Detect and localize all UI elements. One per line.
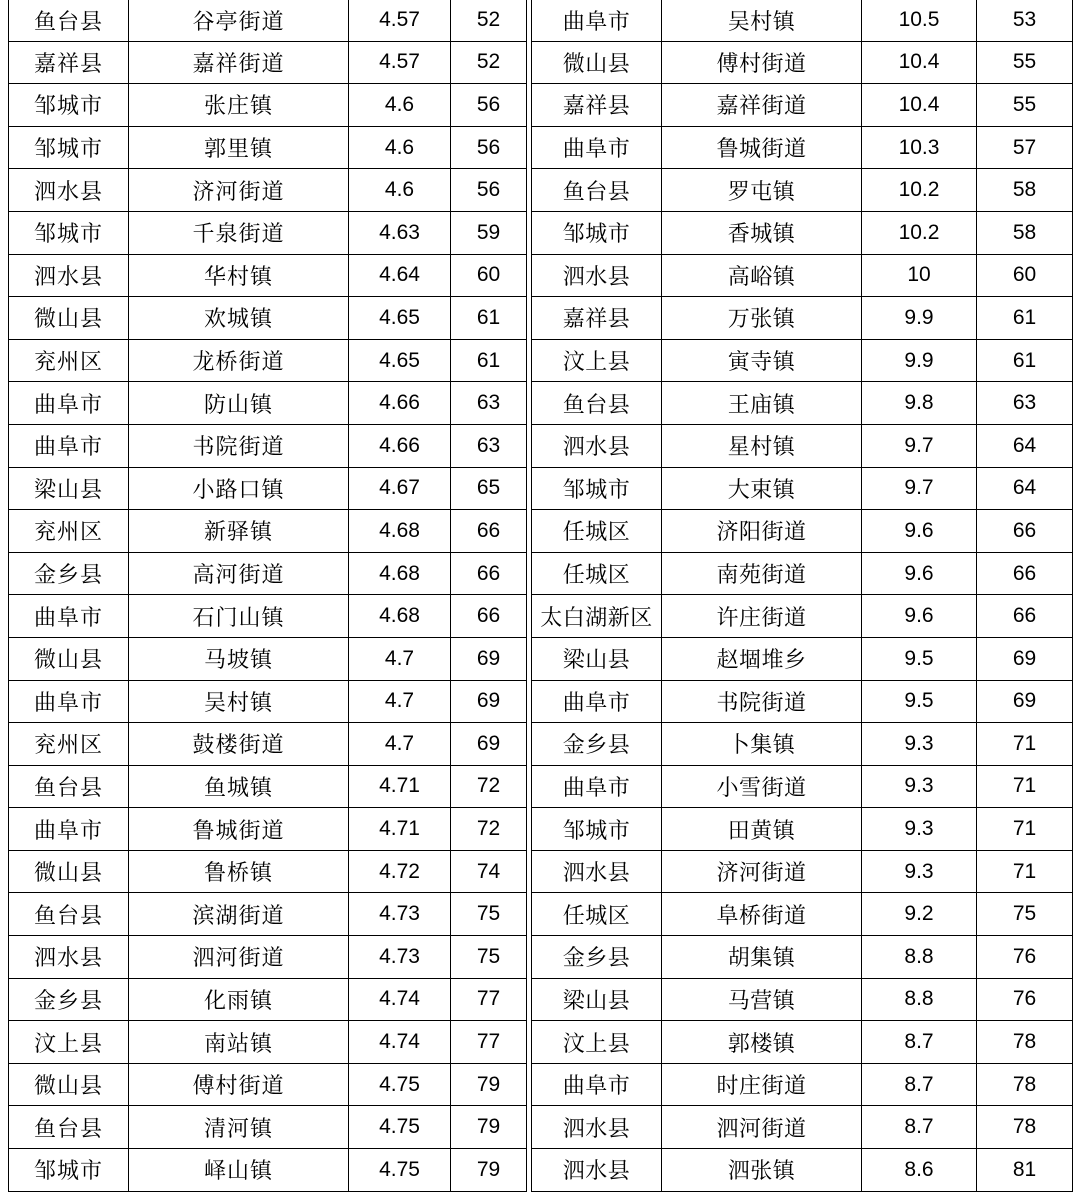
town-cell: 张庄镇 — [129, 84, 349, 127]
rank-cell: 66 — [977, 595, 1073, 638]
county-cell: 金乡县 — [532, 936, 662, 979]
table-row — [9, 424, 527, 467]
rank-cell: 79 — [451, 1106, 527, 1149]
rank-cell: 81 — [977, 1149, 1073, 1192]
county-cell: 邹城市 — [9, 1149, 129, 1192]
value-cell: 4.72 — [349, 850, 451, 893]
rank-cell: 52 — [451, 0, 527, 41]
county-cell: 曲阜市 — [9, 382, 129, 425]
rank-cell: 76 — [977, 936, 1073, 979]
table-row — [9, 765, 527, 808]
town-cell: 郭里镇 — [129, 126, 349, 169]
table-row — [9, 211, 527, 254]
table-row — [9, 723, 527, 766]
value-cell: 4.6 — [349, 84, 451, 127]
rank-cell: 66 — [977, 552, 1073, 595]
rank-cell: 78 — [977, 1021, 1073, 1064]
rank-cell: 75 — [451, 936, 527, 979]
rank-cell: 63 — [451, 382, 527, 425]
rank-cell: 52 — [451, 41, 527, 84]
table-row — [532, 467, 1073, 510]
value-cell: 9.3 — [862, 808, 977, 851]
rank-cell: 77 — [451, 1021, 527, 1064]
county-cell: 泗水县 — [532, 1149, 662, 1192]
county-cell: 太白湖新区 — [532, 595, 662, 638]
table-row — [532, 765, 1073, 808]
table-row — [9, 850, 527, 893]
county-cell: 曲阜市 — [532, 126, 662, 169]
table-row — [532, 936, 1073, 979]
county-cell: 曲阜市 — [532, 1063, 662, 1106]
county-cell: 邹城市 — [532, 211, 662, 254]
value-cell: 4.7 — [349, 723, 451, 766]
county-cell: 鱼台县 — [9, 1106, 129, 1149]
rank-cell: 79 — [451, 1149, 527, 1192]
rank-cell: 64 — [977, 424, 1073, 467]
table-row — [9, 254, 527, 297]
value-cell: 9.3 — [862, 723, 977, 766]
town-cell: 书院街道 — [662, 680, 862, 723]
county-cell: 邹城市 — [532, 467, 662, 510]
table-row — [9, 510, 527, 553]
value-cell: 10 — [862, 254, 977, 297]
town-cell: 马营镇 — [662, 978, 862, 1021]
table-row — [532, 978, 1073, 1021]
town-cell: 王庙镇 — [662, 382, 862, 425]
town-cell: 万张镇 — [662, 297, 862, 340]
county-cell: 任城区 — [532, 510, 662, 553]
rank-cell: 69 — [977, 637, 1073, 680]
town-cell: 小路口镇 — [129, 467, 349, 510]
rank-cell: 77 — [451, 978, 527, 1021]
value-cell: 9.2 — [862, 893, 977, 936]
rank-cell: 65 — [451, 467, 527, 510]
rank-cell: 76 — [977, 978, 1073, 1021]
rank-cell: 63 — [977, 382, 1073, 425]
rank-cell: 66 — [451, 595, 527, 638]
value-cell: 9.3 — [862, 850, 977, 893]
rank-cell: 78 — [977, 1063, 1073, 1106]
rank-cell: 78 — [977, 1106, 1073, 1149]
value-cell: 4.64 — [349, 254, 451, 297]
town-cell: 鼓楼街道 — [129, 723, 349, 766]
town-cell: 欢城镇 — [129, 297, 349, 340]
town-cell: 济阳街道 — [662, 510, 862, 553]
table-row — [532, 552, 1073, 595]
rank-cell: 71 — [977, 808, 1073, 851]
county-cell: 泗水县 — [532, 424, 662, 467]
county-cell: 嘉祥县 — [532, 297, 662, 340]
table-row — [532, 0, 1073, 41]
rank-cell: 74 — [451, 850, 527, 893]
town-cell: 济河街道 — [129, 169, 349, 212]
table-row — [9, 382, 527, 425]
rank-cell: 72 — [451, 765, 527, 808]
table-row — [532, 84, 1073, 127]
town-cell: 寅寺镇 — [662, 339, 862, 382]
county-cell: 鱼台县 — [532, 169, 662, 212]
county-cell: 嘉祥县 — [532, 84, 662, 127]
town-cell: 时庄街道 — [662, 1063, 862, 1106]
table-row — [9, 893, 527, 936]
town-cell: 高峪镇 — [662, 254, 862, 297]
table-row — [9, 1149, 527, 1192]
town-cell: 鱼城镇 — [129, 765, 349, 808]
value-cell: 4.74 — [349, 1021, 451, 1064]
table-row — [9, 552, 527, 595]
town-cell: 香城镇 — [662, 211, 862, 254]
value-cell: 4.68 — [349, 552, 451, 595]
value-cell: 8.7 — [862, 1063, 977, 1106]
value-cell: 10.4 — [862, 84, 977, 127]
value-cell: 9.3 — [862, 765, 977, 808]
value-cell: 9.5 — [862, 680, 977, 723]
rank-cell: 53 — [977, 0, 1073, 41]
value-cell: 4.71 — [349, 765, 451, 808]
value-cell: 4.65 — [349, 297, 451, 340]
town-cell: 吴村镇 — [129, 680, 349, 723]
value-cell: 4.74 — [349, 978, 451, 1021]
table-row — [9, 339, 527, 382]
county-cell: 微山县 — [9, 850, 129, 893]
county-cell: 泗水县 — [532, 1106, 662, 1149]
value-cell: 4.75 — [349, 1149, 451, 1192]
county-cell: 任城区 — [532, 893, 662, 936]
rank-cell: 56 — [451, 169, 527, 212]
county-cell: 曲阜市 — [532, 765, 662, 808]
value-cell: 9.8 — [862, 382, 977, 425]
table-row — [9, 978, 527, 1021]
value-cell: 4.67 — [349, 467, 451, 510]
value-cell: 4.6 — [349, 126, 451, 169]
table-row — [9, 637, 527, 680]
rank-cell: 79 — [451, 1063, 527, 1106]
rank-cell: 56 — [451, 126, 527, 169]
value-cell: 4.57 — [349, 0, 451, 41]
value-cell: 10.5 — [862, 0, 977, 41]
value-cell: 4.66 — [349, 424, 451, 467]
rank-cell: 69 — [451, 723, 527, 766]
table-row — [532, 637, 1073, 680]
county-cell: 曲阜市 — [532, 0, 662, 41]
ranking-table-right-body — [532, 0, 1073, 1191]
value-cell: 8.7 — [862, 1106, 977, 1149]
rank-cell: 55 — [977, 41, 1073, 84]
value-cell: 4.75 — [349, 1063, 451, 1106]
town-cell: 泗河街道 — [129, 936, 349, 979]
town-cell: 书院街道 — [129, 424, 349, 467]
town-cell: 泗张镇 — [662, 1149, 862, 1192]
county-cell: 泗水县 — [9, 936, 129, 979]
rank-cell: 60 — [977, 254, 1073, 297]
value-cell: 4.68 — [349, 595, 451, 638]
rank-cell: 71 — [977, 765, 1073, 808]
table-row — [532, 723, 1073, 766]
value-cell: 9.5 — [862, 637, 977, 680]
town-cell: 南苑街道 — [662, 552, 862, 595]
town-cell: 峄山镇 — [129, 1149, 349, 1192]
table-row — [532, 211, 1073, 254]
value-cell: 4.71 — [349, 808, 451, 851]
county-cell: 曲阜市 — [9, 424, 129, 467]
town-cell: 龙桥街道 — [129, 339, 349, 382]
table-row — [532, 893, 1073, 936]
rank-cell: 58 — [977, 169, 1073, 212]
town-cell: 罗屯镇 — [662, 169, 862, 212]
ranking-table-right — [531, 0, 1073, 1192]
town-cell: 新驿镇 — [129, 510, 349, 553]
table-row — [9, 467, 527, 510]
value-cell: 9.9 — [862, 339, 977, 382]
rank-cell: 66 — [451, 510, 527, 553]
value-cell: 4.7 — [349, 637, 451, 680]
county-cell: 汶上县 — [532, 1021, 662, 1064]
value-cell: 4.57 — [349, 41, 451, 84]
county-cell: 曲阜市 — [532, 680, 662, 723]
rank-cell: 55 — [977, 84, 1073, 127]
table-row — [532, 297, 1073, 340]
county-cell: 泗水县 — [9, 254, 129, 297]
table-row — [9, 169, 527, 212]
value-cell: 4.63 — [349, 211, 451, 254]
rank-cell: 75 — [451, 893, 527, 936]
table-row — [532, 595, 1073, 638]
table-row — [532, 424, 1073, 467]
table-row — [532, 254, 1073, 297]
table-row — [532, 808, 1073, 851]
county-cell: 嘉祥县 — [9, 41, 129, 84]
county-cell: 微山县 — [532, 41, 662, 84]
table-row — [9, 595, 527, 638]
value-cell: 9.6 — [862, 552, 977, 595]
county-cell: 曲阜市 — [9, 808, 129, 851]
town-cell: 华村镇 — [129, 254, 349, 297]
rank-cell: 75 — [977, 893, 1073, 936]
table-row — [532, 1063, 1073, 1106]
town-cell: 傅村街道 — [662, 41, 862, 84]
rank-cell: 61 — [977, 297, 1073, 340]
county-cell: 邹城市 — [9, 211, 129, 254]
county-cell: 曲阜市 — [9, 595, 129, 638]
county-cell: 鱼台县 — [9, 765, 129, 808]
table-row — [9, 84, 527, 127]
county-cell: 金乡县 — [532, 723, 662, 766]
value-cell: 10.2 — [862, 211, 977, 254]
value-cell: 9.7 — [862, 467, 977, 510]
town-cell: 赵堌堆乡 — [662, 637, 862, 680]
value-cell: 4.68 — [349, 510, 451, 553]
town-cell: 大束镇 — [662, 467, 862, 510]
town-cell: 千泉街道 — [129, 211, 349, 254]
rank-cell: 59 — [451, 211, 527, 254]
county-cell: 汶上县 — [9, 1021, 129, 1064]
town-cell: 卜集镇 — [662, 723, 862, 766]
table-row — [532, 1021, 1073, 1064]
rank-cell: 63 — [451, 424, 527, 467]
town-cell: 嘉祥街道 — [662, 84, 862, 127]
table-row — [9, 297, 527, 340]
table-row — [532, 169, 1073, 212]
table-row — [9, 126, 527, 169]
table-row — [9, 808, 527, 851]
county-cell: 梁山县 — [532, 978, 662, 1021]
town-cell: 泗河街道 — [662, 1106, 862, 1149]
rank-cell: 66 — [451, 552, 527, 595]
town-cell: 阜桥街道 — [662, 893, 862, 936]
county-cell: 微山县 — [9, 1063, 129, 1106]
rank-cell: 66 — [977, 510, 1073, 553]
value-cell: 4.66 — [349, 382, 451, 425]
county-cell: 邹城市 — [9, 84, 129, 127]
town-cell: 马坡镇 — [129, 637, 349, 680]
town-cell: 鲁桥镇 — [129, 850, 349, 893]
value-cell: 4.73 — [349, 893, 451, 936]
town-cell: 傅村街道 — [129, 1063, 349, 1106]
table-row — [9, 1063, 527, 1106]
value-cell: 4.6 — [349, 169, 451, 212]
value-cell: 9.7 — [862, 424, 977, 467]
ranking-table-left — [8, 0, 527, 1192]
town-cell: 石门山镇 — [129, 595, 349, 638]
value-cell: 8.7 — [862, 1021, 977, 1064]
table-row — [532, 382, 1073, 425]
table-row — [532, 126, 1073, 169]
town-cell: 高河街道 — [129, 552, 349, 595]
value-cell: 4.65 — [349, 339, 451, 382]
table-row — [532, 1149, 1073, 1192]
county-cell: 泗水县 — [9, 169, 129, 212]
value-cell: 8.6 — [862, 1149, 977, 1192]
rank-cell: 57 — [977, 126, 1073, 169]
rank-cell: 64 — [977, 467, 1073, 510]
county-cell: 金乡县 — [9, 978, 129, 1021]
town-cell: 吴村镇 — [662, 0, 862, 41]
town-cell: 济河街道 — [662, 850, 862, 893]
value-cell: 4.7 — [349, 680, 451, 723]
ranking-table-left-body — [9, 0, 527, 1191]
rank-cell: 61 — [977, 339, 1073, 382]
county-cell: 任城区 — [532, 552, 662, 595]
rank-cell: 61 — [451, 297, 527, 340]
county-cell: 梁山县 — [9, 467, 129, 510]
county-cell: 金乡县 — [9, 552, 129, 595]
rank-cell: 69 — [451, 637, 527, 680]
value-cell: 9.6 — [862, 510, 977, 553]
value-cell: 10.4 — [862, 41, 977, 84]
county-cell: 鱼台县 — [9, 893, 129, 936]
rank-cell: 69 — [451, 680, 527, 723]
county-cell: 泗水县 — [532, 254, 662, 297]
town-cell: 郭楼镇 — [662, 1021, 862, 1064]
value-cell: 10.3 — [862, 126, 977, 169]
rank-cell: 71 — [977, 850, 1073, 893]
table-row — [9, 1106, 527, 1149]
rank-cell: 71 — [977, 723, 1073, 766]
town-cell: 胡集镇 — [662, 936, 862, 979]
county-cell: 邹城市 — [532, 808, 662, 851]
town-cell: 化雨镇 — [129, 978, 349, 1021]
town-cell: 南站镇 — [129, 1021, 349, 1064]
table-row — [9, 41, 527, 84]
rank-cell: 61 — [451, 339, 527, 382]
rank-cell: 69 — [977, 680, 1073, 723]
table-row — [532, 850, 1073, 893]
value-cell: 8.8 — [862, 978, 977, 1021]
county-cell: 汶上县 — [532, 339, 662, 382]
county-cell: 梁山县 — [532, 637, 662, 680]
county-cell: 曲阜市 — [9, 680, 129, 723]
table-row — [9, 0, 527, 41]
town-cell: 许庄街道 — [662, 595, 862, 638]
value-cell: 4.73 — [349, 936, 451, 979]
table-row — [532, 1106, 1073, 1149]
value-cell: 10.2 — [862, 169, 977, 212]
town-cell: 鲁城街道 — [662, 126, 862, 169]
county-cell: 微山县 — [9, 637, 129, 680]
county-cell: 微山县 — [9, 297, 129, 340]
county-cell: 鱼台县 — [532, 382, 662, 425]
county-cell: 泗水县 — [532, 850, 662, 893]
rank-cell: 58 — [977, 211, 1073, 254]
town-cell: 谷亭街道 — [129, 0, 349, 41]
rank-cell: 56 — [451, 84, 527, 127]
table-row — [532, 41, 1073, 84]
value-cell: 9.6 — [862, 595, 977, 638]
county-cell: 鱼台县 — [9, 0, 129, 41]
table-row — [532, 510, 1073, 553]
town-cell: 滨湖街道 — [129, 893, 349, 936]
town-cell: 小雪街道 — [662, 765, 862, 808]
town-cell: 嘉祥街道 — [129, 41, 349, 84]
county-cell: 兖州区 — [9, 339, 129, 382]
county-cell: 邹城市 — [9, 126, 129, 169]
town-cell: 鲁城街道 — [129, 808, 349, 851]
town-cell: 防山镇 — [129, 382, 349, 425]
table-row — [532, 680, 1073, 723]
county-cell: 兖州区 — [9, 723, 129, 766]
town-cell: 星村镇 — [662, 424, 862, 467]
value-cell: 4.75 — [349, 1106, 451, 1149]
rank-cell: 72 — [451, 808, 527, 851]
table-row — [9, 680, 527, 723]
town-cell: 田黄镇 — [662, 808, 862, 851]
table-row — [9, 936, 527, 979]
town-cell: 清河镇 — [129, 1106, 349, 1149]
table-row — [532, 339, 1073, 382]
value-cell: 8.8 — [862, 936, 977, 979]
rank-cell: 60 — [451, 254, 527, 297]
county-cell: 兖州区 — [9, 510, 129, 553]
value-cell: 9.9 — [862, 297, 977, 340]
table-row — [9, 1021, 527, 1064]
